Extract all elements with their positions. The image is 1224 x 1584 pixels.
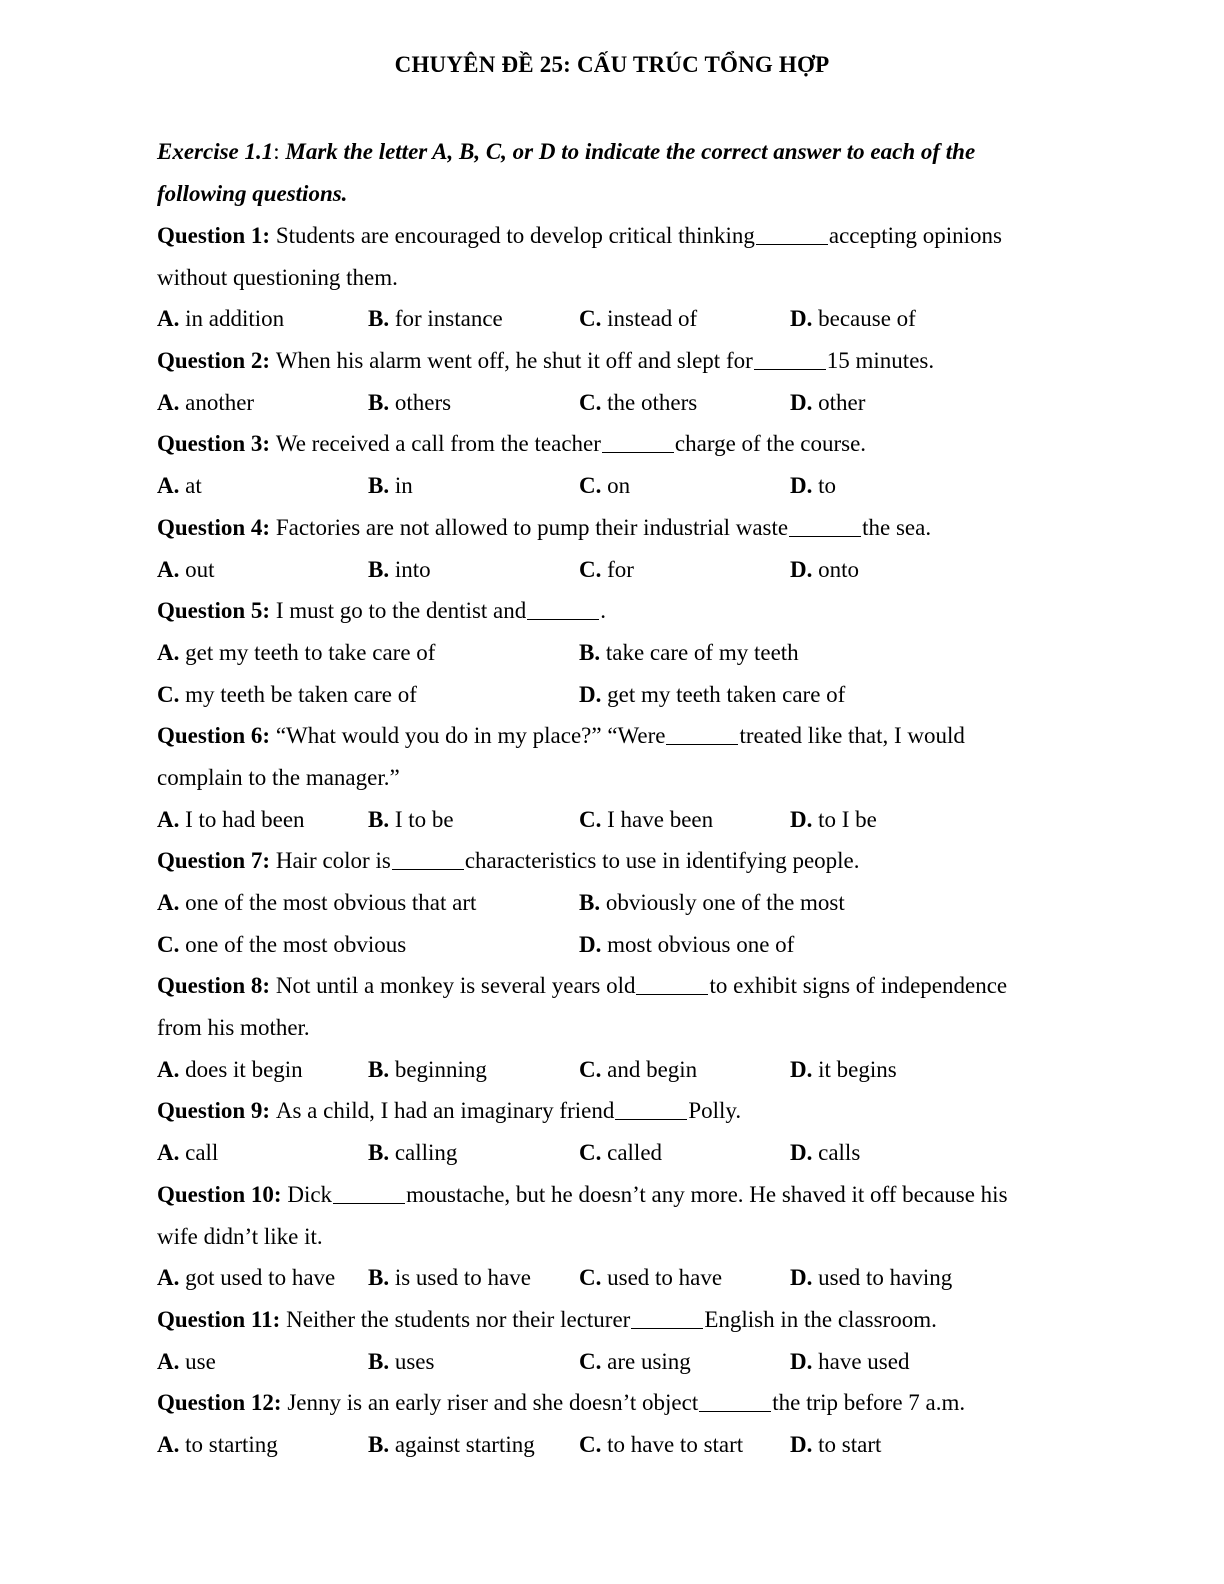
answer-option[interactable]: [368, 1049, 487, 1091]
question-stem-line: [157, 1299, 1067, 1341]
answer-option[interactable]: [157, 1341, 216, 1383]
option-text: called: [601, 1140, 663, 1166]
option-letter: D.: [790, 1140, 813, 1166]
answer-option[interactable]: [579, 1132, 662, 1174]
answer-blank: [631, 1308, 703, 1329]
question-stem-line: [157, 965, 1067, 1007]
question-stem-line: [157, 1007, 1067, 1049]
option-letter: B.: [368, 1056, 390, 1082]
option-letter: B.: [368, 1265, 390, 1291]
options-row: [157, 298, 1067, 340]
option-text: my teeth be taken care of: [179, 681, 417, 707]
option-text: calling: [389, 1140, 458, 1166]
answer-option[interactable]: [368, 799, 454, 841]
answer-option[interactable]: [579, 1424, 743, 1466]
option-text: use: [179, 1348, 216, 1374]
instruction-text-line2: following questions.: [157, 180, 348, 206]
option-letter: A.: [157, 556, 180, 582]
question-text: English in the classroom.: [704, 1306, 937, 1332]
option-letter: D.: [579, 681, 602, 707]
question-text: We received a call from the teacher: [275, 431, 601, 457]
question-text: treated like that, I would: [739, 723, 965, 749]
option-letter: D.: [790, 1265, 813, 1291]
answer-option[interactable]: [368, 1341, 434, 1383]
option-letter: C.: [579, 389, 602, 415]
option-text: got used to have: [179, 1265, 336, 1291]
page-title: CHUYÊN ĐỀ 25: CẤU TRÚC TỔNG HỢP: [394, 52, 830, 77]
answer-option[interactable]: [157, 465, 202, 507]
question-stem-line: [157, 840, 1067, 882]
answer-option[interactable]: [579, 924, 794, 966]
question-label: Question 6:: [157, 723, 276, 749]
option-letter: C.: [579, 1140, 602, 1166]
option-letter: A.: [157, 890, 180, 915]
question-text: to exhibit signs of independence: [709, 973, 1008, 999]
option-letter: B.: [368, 1431, 390, 1457]
question-text: Factories are not allowed to pump their industrial waste: [275, 514, 789, 540]
question-stem-line: [157, 1382, 1067, 1424]
answer-blank: [756, 224, 828, 245]
option-text: instead of: [601, 306, 698, 332]
options-row: [157, 1257, 1067, 1299]
option-text: obviously one of the most: [600, 890, 845, 915]
question-text: from his mother.: [157, 1015, 310, 1041]
answer-option[interactable]: [790, 549, 859, 591]
question-text: Polly.: [688, 1098, 742, 1124]
option-letter: C.: [579, 806, 602, 832]
question-label: Question 5:: [157, 598, 276, 624]
option-text: against starting: [389, 1431, 535, 1457]
question-label: Question 10:: [157, 1181, 288, 1207]
option-letter: A.: [157, 1265, 180, 1291]
options-row: [157, 1341, 1067, 1383]
answer-blank: [636, 974, 708, 995]
option-letter: D.: [790, 1431, 813, 1457]
option-text: one of the most obvious that art: [179, 890, 477, 915]
option-letter: B.: [579, 639, 601, 665]
answer-option[interactable]: [579, 882, 845, 924]
option-letter: D.: [579, 931, 602, 957]
question-text: complain to the manager.”: [157, 764, 400, 790]
option-text: other: [812, 389, 866, 415]
option-text: does it begin: [179, 1056, 303, 1082]
question-text: Jenny is an early riser and she doesn’t object: [287, 1390, 699, 1416]
question-text: I must go to the dentist and: [275, 598, 527, 624]
option-letter: A.: [157, 1431, 180, 1457]
question-text: the sea.: [862, 514, 932, 540]
answer-option[interactable]: [790, 799, 877, 841]
option-letter: A.: [157, 1056, 180, 1082]
question-text: 15 minutes.: [826, 348, 935, 374]
option-letter: A.: [157, 306, 180, 332]
option-text: are using: [601, 1348, 691, 1374]
option-text: another: [179, 389, 255, 415]
option-text: it begins: [812, 1056, 897, 1082]
options-row: [157, 924, 1067, 966]
answer-option[interactable]: [157, 924, 406, 966]
question-text: Neither the students nor their lecturer: [286, 1306, 631, 1332]
answer-blank: [392, 849, 464, 870]
question-text: .: [600, 598, 607, 624]
option-text: have used: [812, 1348, 910, 1374]
options-row: [157, 549, 1067, 591]
question-label: Question 9:: [157, 1098, 276, 1124]
question-text: accepting opinions: [828, 223, 1002, 248]
answer-option[interactable]: [157, 882, 476, 924]
options-row: [157, 632, 1067, 674]
answer-blank: [789, 516, 861, 537]
answer-option[interactable]: [790, 298, 916, 340]
options-row: [157, 882, 1067, 924]
option-letter: B.: [368, 473, 390, 499]
question-text: characteristics to use in identifying people.: [464, 848, 860, 874]
option-letter: B.: [368, 389, 390, 415]
option-text: I have been: [601, 806, 714, 832]
answer-option[interactable]: [157, 298, 284, 340]
option-letter: A.: [157, 1348, 180, 1374]
option-text: on: [601, 473, 631, 499]
option-letter: C.: [579, 1056, 602, 1082]
question-label: Question 8:: [157, 973, 276, 999]
answer-option[interactable]: [579, 632, 799, 674]
option-text: to start: [812, 1431, 882, 1457]
answer-option[interactable]: [368, 1132, 457, 1174]
question-label: Question 1:: [157, 223, 276, 248]
options-row: [157, 1132, 1067, 1174]
answer-option[interactable]: [790, 1049, 897, 1091]
option-text: and begin: [601, 1056, 698, 1082]
answer-option[interactable]: [579, 382, 697, 424]
question-stem-line: [157, 215, 1067, 257]
exercise-label: Exercise 1.1: [157, 139, 274, 164]
answer-option[interactable]: [790, 1257, 952, 1299]
option-text: at: [179, 473, 202, 499]
question-stem-line: [157, 590, 1067, 632]
option-letter: A.: [157, 1140, 180, 1166]
option-text: take care of my teeth: [600, 639, 799, 665]
option-text: onto: [812, 556, 860, 582]
answer-option[interactable]: [157, 1424, 278, 1466]
option-text: call: [179, 1140, 219, 1166]
answer-blank: [602, 432, 674, 453]
answer-blank: [527, 599, 599, 620]
question-label: Question 12:: [157, 1390, 288, 1416]
answer-option[interactable]: [579, 549, 634, 591]
option-text: others: [389, 389, 452, 415]
option-text: for: [601, 556, 634, 582]
question-stem-line: [157, 340, 1067, 382]
answer-option[interactable]: [157, 1132, 218, 1174]
answer-option[interactable]: [157, 1049, 303, 1091]
option-letter: D.: [790, 556, 813, 582]
question-text: “What would you do in my place?” “Were: [275, 723, 666, 749]
options-row: [157, 1049, 1067, 1091]
question-stem-line: [157, 715, 1067, 757]
answer-option[interactable]: [579, 465, 630, 507]
option-text: used to having: [812, 1265, 953, 1291]
question-stem-line: [157, 1174, 1067, 1216]
option-text: is used to have: [389, 1265, 531, 1291]
option-letter: A.: [157, 389, 180, 415]
answer-option[interactable]: [579, 1049, 697, 1091]
option-letter: C.: [579, 1431, 602, 1457]
option-letter: B.: [579, 890, 601, 915]
question-text: Not until a monkey is several years old: [275, 973, 636, 999]
answer-option[interactable]: [368, 1424, 535, 1466]
options-row: [157, 1424, 1067, 1466]
option-text: used to have: [601, 1265, 723, 1291]
option-text: get my teeth to take care of: [179, 639, 436, 665]
option-text: into: [389, 556, 431, 582]
exercise-instruction: [157, 131, 1067, 214]
question-stem-line: [157, 507, 1067, 549]
option-letter: D.: [790, 389, 813, 415]
answer-blank: [615, 1099, 687, 1120]
question-text: without questioning them.: [157, 264, 398, 290]
question-text: Dick: [287, 1181, 333, 1207]
answer-blank: [666, 724, 738, 745]
option-text: I to had been: [179, 806, 305, 832]
option-text: to have to start: [601, 1431, 744, 1457]
options-row: [157, 382, 1067, 424]
option-letter: B.: [368, 1348, 390, 1374]
option-text: to: [812, 473, 837, 499]
answer-option[interactable]: [157, 1257, 335, 1299]
answer-option[interactable]: [368, 465, 413, 507]
option-text: out: [179, 556, 215, 582]
option-text: I to be: [389, 806, 454, 832]
answer-option[interactable]: [157, 382, 254, 424]
instruction-text-line1: Mark the letter A, B, C, or D to indicate the correct answer to each of the: [279, 139, 976, 164]
option-letter: A.: [157, 806, 180, 832]
answer-option[interactable]: [368, 298, 503, 340]
option-text: calls: [812, 1140, 861, 1166]
question-label: Question 3:: [157, 431, 276, 457]
question-text: wife didn’t like it.: [157, 1223, 323, 1249]
answer-option[interactable]: [157, 632, 435, 674]
option-text: for instance: [389, 306, 503, 332]
answer-option[interactable]: [790, 1424, 881, 1466]
option-letter: C.: [579, 1265, 602, 1291]
option-letter: D.: [790, 306, 813, 332]
option-text: in: [389, 473, 413, 499]
option-text: to starting: [179, 1431, 278, 1457]
question-list: [157, 215, 1067, 1466]
option-letter: B.: [368, 1140, 390, 1166]
option-letter: C.: [579, 556, 602, 582]
question-label: Question 11:: [157, 1306, 287, 1332]
question-text: the trip before 7 a.m.: [772, 1390, 966, 1416]
option-letter: D.: [790, 1348, 813, 1374]
answer-option[interactable]: [579, 674, 845, 716]
option-letter: B.: [368, 806, 390, 832]
option-letter: B.: [368, 306, 390, 332]
answer-option[interactable]: [157, 549, 215, 591]
option-text: get my teeth taken care of: [601, 681, 846, 707]
question-text: Hair color is: [275, 848, 391, 874]
option-text: in addition: [179, 306, 285, 332]
option-letter: C.: [157, 681, 180, 707]
question-stem-line: [157, 423, 1067, 465]
question-stem-line: [157, 257, 1067, 299]
question-text: As a child, I had an imaginary friend: [275, 1098, 615, 1124]
option-letter: C.: [579, 473, 602, 499]
answer-blank: [754, 349, 826, 370]
answer-option[interactable]: [790, 382, 865, 424]
exercise-colon: :: [273, 139, 280, 164]
answer-option[interactable]: [579, 799, 713, 841]
option-text: the others: [601, 389, 698, 415]
answer-option[interactable]: [368, 549, 431, 591]
answer-option[interactable]: [368, 1257, 531, 1299]
option-letter: D.: [790, 1056, 813, 1082]
option-letter: C.: [157, 931, 180, 957]
option-letter: A.: [157, 639, 180, 665]
question-text: Students are encouraged to develop critical thinking: [275, 223, 755, 248]
option-letter: D.: [790, 806, 813, 832]
option-text: because of: [812, 306, 916, 332]
option-letter: C.: [579, 306, 602, 332]
option-letter: B.: [368, 556, 390, 582]
answer-option[interactable]: [579, 1341, 691, 1383]
answer-blank: [333, 1183, 405, 1204]
answer-blank: [699, 1391, 771, 1412]
option-text: most obvious one of: [601, 931, 795, 957]
question-text: charge of the course.: [674, 431, 867, 457]
question-label: Question 7:: [157, 848, 276, 874]
option-text: to I be: [812, 806, 877, 832]
answer-option[interactable]: [790, 1132, 860, 1174]
option-letter: C.: [579, 1348, 602, 1374]
options-row: [157, 674, 1067, 716]
answer-option[interactable]: [579, 1257, 722, 1299]
option-letter: A.: [157, 473, 180, 499]
option-text: uses: [389, 1348, 435, 1374]
answer-option[interactable]: [790, 465, 836, 507]
options-row: [157, 799, 1067, 841]
options-row: [157, 465, 1067, 507]
question-stem-line: [157, 757, 1067, 799]
answer-option[interactable]: [157, 799, 305, 841]
answer-option[interactable]: [790, 1341, 909, 1383]
question-label: Question 2:: [157, 348, 276, 374]
option-text: one of the most obvious: [179, 931, 407, 957]
option-letter: D.: [790, 473, 813, 499]
question-stem-line: [157, 1090, 1067, 1132]
option-text: beginning: [389, 1056, 487, 1082]
question-text: When his alarm went off, he shut it off and slept for: [275, 348, 753, 374]
question-stem-line: [157, 1216, 1067, 1258]
answer-option[interactable]: [579, 298, 697, 340]
question-text: moustache, but he doesn’t any more. He shaved it off because his: [406, 1181, 1008, 1207]
question-label: Question 4:: [157, 514, 276, 540]
answer-option[interactable]: [368, 382, 451, 424]
answer-option[interactable]: [157, 674, 417, 716]
